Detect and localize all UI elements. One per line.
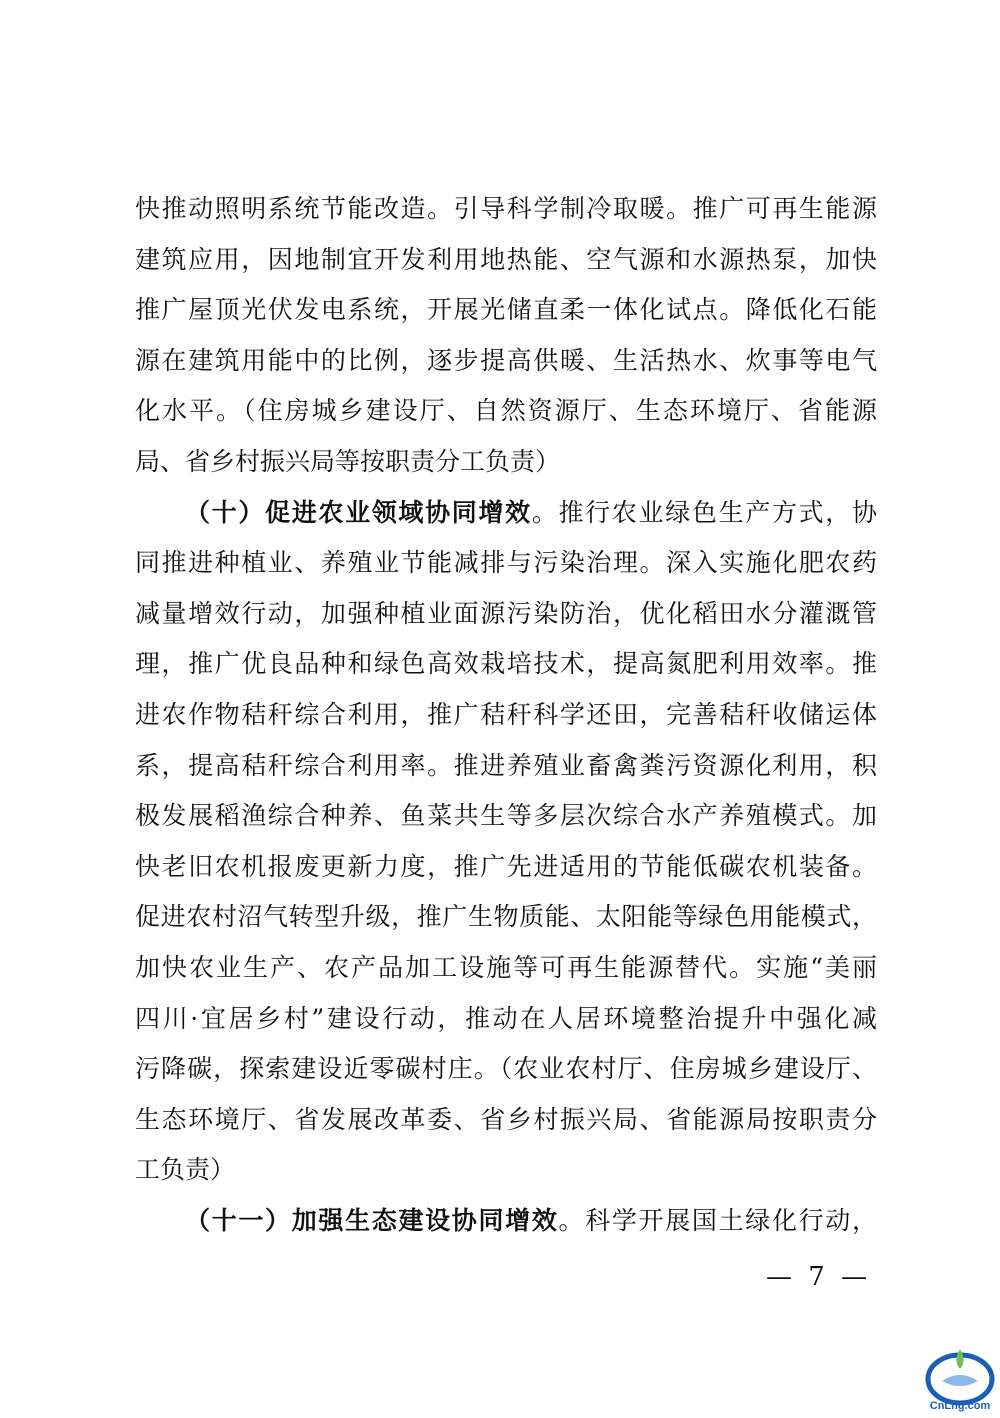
text-line: 系，提高秸秆综合利用率。推进养殖业畜禽粪污资源化利用，积: [135, 750, 877, 780]
text-line: 局、省乡村振兴局等按职责分工负责）: [135, 446, 561, 476]
watermark-logo: [920, 1339, 1000, 1414]
text-line: 极发展稻渔综合种养、鱼菜共生等多层次综合水产养殖模式。加: [135, 801, 877, 831]
text-span: 。推行农业绿色生产方式，协: [531, 497, 877, 527]
watermark-text: CnLng.com: [929, 1400, 991, 1412]
document-body: [135, 184, 877, 1246]
text-line: 快推动照明系统节能改造。引导科学制冷取暖。推广可再生能源: [135, 194, 877, 223]
section-heading-line: [135, 488, 877, 539]
text-span: 。科学开展国土绿化行动，: [558, 1205, 877, 1235]
text-line: 减量增效行动，加强种植业面源污染防治，优化稻田水分灌溉管: [135, 598, 877, 628]
text-line: 进农作物秸秆综合利用，推广秸秆科学还田，完善秸秆收储运体: [135, 699, 877, 729]
text-line: 理，推广优良品种和绿色高效栽培技术，提高氮肥利用效率。推: [135, 649, 877, 679]
page-number: — 7 —: [766, 1262, 872, 1292]
text-line: 四川·宜居乡村”建设行动，推动在人居环境整治提升中强化减: [135, 1003, 877, 1033]
section-heading: （十一）加强生态建设协同增效: [185, 1205, 559, 1235]
text-line: 污降碳，探索建设近零碳村庄。（农业农村厅、住房城乡建设厅、: [135, 1054, 877, 1084]
text-line: 建筑应用，因地制宜开发利用地热能、空气源和水源热泵，加快: [135, 244, 877, 274]
text-line: 同推进种植业、养殖业节能减排与污染治理。深入实施化肥农药: [135, 548, 877, 578]
text-line: 化水平。（住房城乡建设厅、自然资源厅、生态环境厅、省能源: [135, 396, 877, 426]
text-line: 加快农业生产、农产品加工设施等可再生能源替代。实施“美丽: [135, 952, 877, 982]
cnlng-logo-icon: [920, 1339, 1000, 1414]
section-heading-line: [135, 1196, 877, 1247]
text-line: 促进农村沼气转型升级，推广生物质能、太阳能等绿色用能模式，: [135, 902, 877, 932]
text-line: 快老旧农机报废更新力度，推广先进适用的节能低碳农机装备。: [135, 851, 877, 881]
text-line: 生态环境厅、省发展改革委、省乡村振兴局、省能源局按职责分: [135, 1104, 877, 1134]
section-heading: （十）促进农业领域协同增效: [185, 497, 532, 527]
text-line: 源在建筑用能中的比例，逐步提高供暖、生活热水、炊事等电气: [135, 345, 877, 375]
text-line: 推广屋顶光伏发电系统，开展光储直柔一体化试点。降低化石能: [135, 295, 877, 325]
text-line: 工负责）: [135, 1155, 236, 1185]
